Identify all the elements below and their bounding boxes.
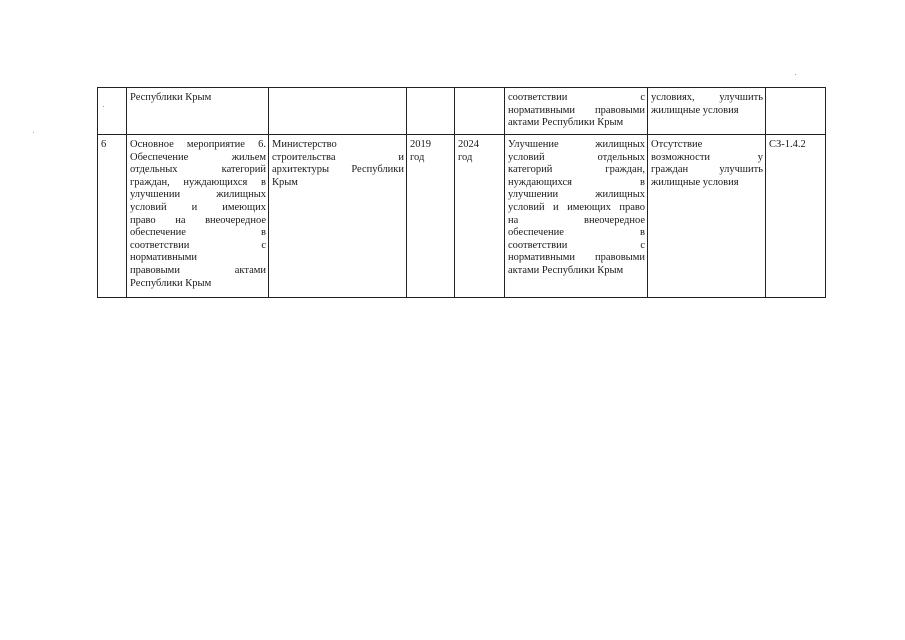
result-text: обеспечение в (508, 227, 645, 239)
cell-end-year (455, 88, 505, 135)
scan-speck (795, 74, 796, 75)
end-year-text: год (458, 151, 473, 163)
measure-text: правовыми актами (130, 264, 266, 276)
cell-executor (269, 88, 407, 135)
result-text: на внеочередное (508, 214, 645, 226)
consequence-text: жилищные условия (651, 176, 739, 188)
executor-text: архитектуры Республики (272, 164, 404, 176)
table-row-continuation (98, 88, 826, 135)
result-text: категорий граждан, (508, 164, 645, 176)
cell-start-year (407, 88, 455, 135)
result-text: условий и имеющих право (508, 201, 645, 213)
measure-text: соответствии с (130, 239, 266, 251)
measure-text: Республики Крым (130, 277, 212, 289)
consequence-text: Отсутствие (651, 139, 703, 150)
start-year-text: год (410, 151, 425, 163)
scan-speck (33, 132, 34, 133)
program-measures-table (97, 87, 826, 298)
measure-text: отдельных категорий (130, 164, 266, 176)
cell-result (505, 135, 648, 298)
cell-consequence (648, 135, 766, 298)
consequence-text: возможности у (651, 151, 763, 163)
end-year-text: 2024 (458, 139, 479, 150)
result-text: условий отдельных (508, 151, 645, 163)
executor-text: строительства и (272, 151, 404, 163)
table-row-measure-6 (98, 135, 826, 298)
measure-text: Основное мероприятие 6. (130, 139, 266, 150)
cell-measure (127, 88, 269, 135)
result-text: нуждающихся в (508, 176, 645, 188)
result-text: актами Республики Крым (508, 117, 624, 129)
measure-text: условий и имеющих (130, 201, 266, 213)
executor-text: Крым (272, 176, 298, 188)
measure-text: улучшении жилищных (130, 189, 266, 201)
result-text: нормативными правовыми (508, 252, 645, 264)
measure-text: нормативными (130, 252, 198, 264)
result-text: соответствии с (508, 92, 645, 103)
cell-measure (127, 135, 269, 298)
cell-number (98, 88, 127, 135)
cell-link: СЗ-1.4.2 (766, 135, 826, 298)
cell-executor (269, 135, 407, 298)
result-text: актами Республики Крым (508, 264, 624, 276)
executor-text: Министерство (272, 139, 337, 150)
cell-end-year (455, 135, 505, 298)
cell-result (505, 88, 648, 135)
consequence-text: условиях, улучшить (651, 92, 763, 103)
cell-link (766, 88, 826, 135)
result-text: улучшении жилищных (508, 189, 645, 201)
scan-speck (103, 106, 104, 107)
measure-text: граждан, нуждающихся в (130, 176, 266, 188)
measure-text: право на внеочередное (130, 214, 266, 226)
measure-text: Обеспечение жильем (130, 151, 266, 163)
consequence-text: граждан улучшить (651, 164, 763, 176)
measure-text: обеспечение в (130, 227, 266, 239)
result-text: нормативными правовыми (508, 104, 645, 116)
result-text: соответствии с (508, 239, 645, 251)
cell-start-year (407, 135, 455, 298)
cell-number: 6 (98, 135, 127, 298)
measure-text: Республики Крым (130, 92, 212, 103)
result-text: Улучшение жилищных (508, 139, 645, 150)
start-year-text: 2019 (410, 139, 431, 150)
consequence-text: жилищные условия (651, 104, 739, 116)
cell-consequence (648, 88, 766, 135)
